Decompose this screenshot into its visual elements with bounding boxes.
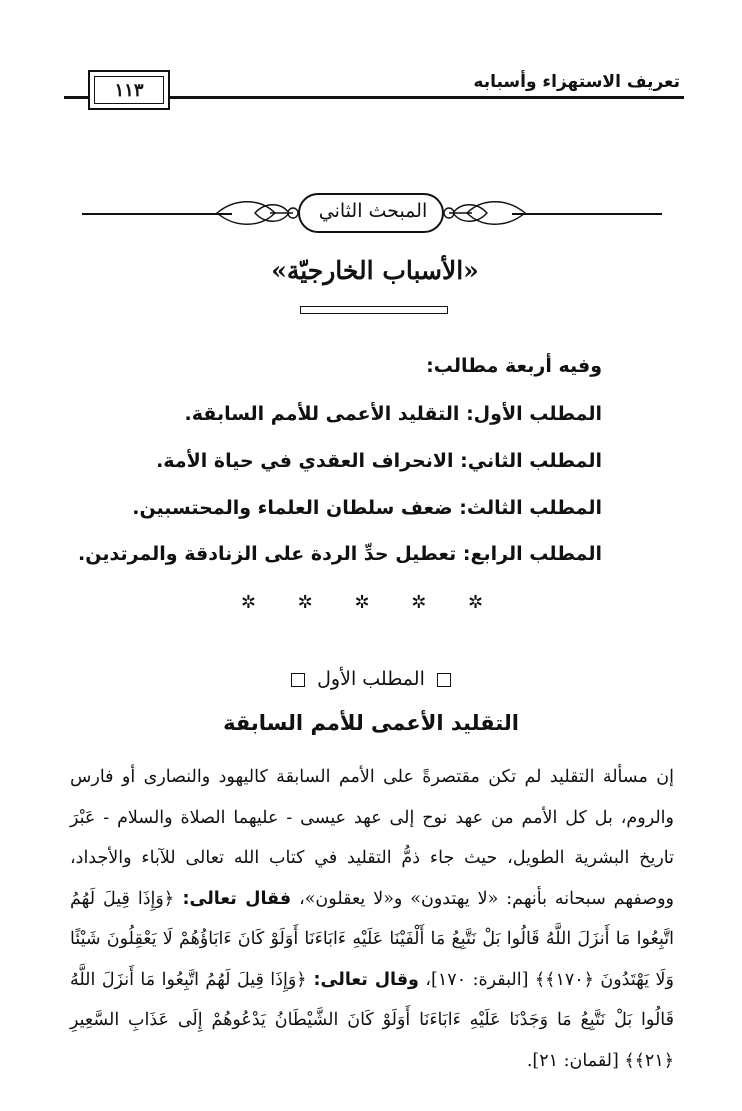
title-underline-bar [300, 306, 448, 314]
chapter-title: «الأسباب الخارجيّة» [271, 256, 479, 285]
page-number: ١١٣ [94, 76, 164, 104]
verse-lead: وقال تعالى: [306, 969, 419, 990]
verse-lead: فقال تعالى: [174, 888, 292, 909]
subsection-label-text: المطلب الأول [317, 668, 425, 690]
subsection-title: التقليد الأعمى للأمم السابقة [223, 711, 519, 735]
section-label: المبحث الثاني [318, 200, 428, 222]
item-text: التقليد الأعمى للأمم السابقة. [184, 403, 460, 425]
square-bullet-icon [437, 673, 451, 687]
list-item [78, 543, 602, 565]
page-number-box [88, 70, 170, 110]
list-item [156, 450, 602, 472]
separator-stars: ✲ ✲ ✲ ✲ ✲ [240, 592, 502, 613]
list-item [185, 403, 602, 425]
subsection-label [0, 668, 742, 690]
paragraph-text: إن مسألة التقليد لم تكن مقتصرةً على الأمم السابقة كاليهود والنصارى أو فارس والروم، بل كل الأمم من عهد نوح إلى عهد عيسى - عليهما الصلاة والسلام - عَبْرَ تاريخ البشرية الطويل، حيث جاء ذمُّ التقليد في كتاب الله تعالى للآباء والأجداد، ووصفهم سبحانه بأنهم: «لا يهتدون» و«لا يعقلون»، [70, 767, 675, 909]
item-label: المطلب الأول: [466, 403, 602, 425]
verse-reference: [البقرة: ١٧٠]، [418, 969, 535, 990]
ornament-rule-left [82, 213, 232, 215]
body-paragraph [70, 757, 674, 1081]
quran-verse: ﴿وَإِذَا قِيلَ لَهُمُ اتَّبِعُوا مَا أَنزَلَ اللَّهُ قَالُوا بَلْ نَتَّبِعُ مَا وَجَدْنَا عَلَيْهِ ءَابَاءَنَا أَوَلَوْ كَانَ الشَّيْطَانُ يَدْعُوهُمْ إِلَى عَذَابِ السَّعِيرِ ﴿٢١﴾﴾ [70, 969, 674, 1071]
list-item [132, 497, 602, 519]
ornament-rule-right [512, 213, 662, 215]
item-text: ضعف سلطان العلماء والمحتسبين. [132, 497, 453, 519]
item-text: تعطيل حدِّ الردة على الزنادقة والمرتدين. [78, 543, 457, 565]
item-label: المطلب الثالث: [459, 497, 602, 519]
square-bullet-icon [291, 673, 305, 687]
running-title: تعريف الاستهزاء وأسبابه [473, 72, 680, 92]
quran-verse: ﴿وَإِذَا قِيلَ لَهُمُ اتَّبِعُوا مَا أَنزَلَ اللَّهُ قَالُوا بَلْ نَتَّبِعُ مَا أَلْفَيْنَا عَلَيْهِ ءَابَاءَنَا أَوَلَوْ كَانَ ءَابَاؤُهُمْ لَا يَعْقِلُونَ شَيْئًا وَلَا يَهْتَدُونَ ﴿١٧٠﴾﴾ [70, 888, 674, 990]
verse-reference: [لقمان: ٢١]. [526, 1050, 625, 1071]
item-label: المطلب الثاني: [460, 450, 602, 472]
intro-line: وفيه أربعة مطالب: [426, 355, 602, 377]
item-text: الانحراف العقدي في حياة الأمة. [156, 450, 454, 472]
item-label: المطلب الرابع: [462, 543, 602, 565]
